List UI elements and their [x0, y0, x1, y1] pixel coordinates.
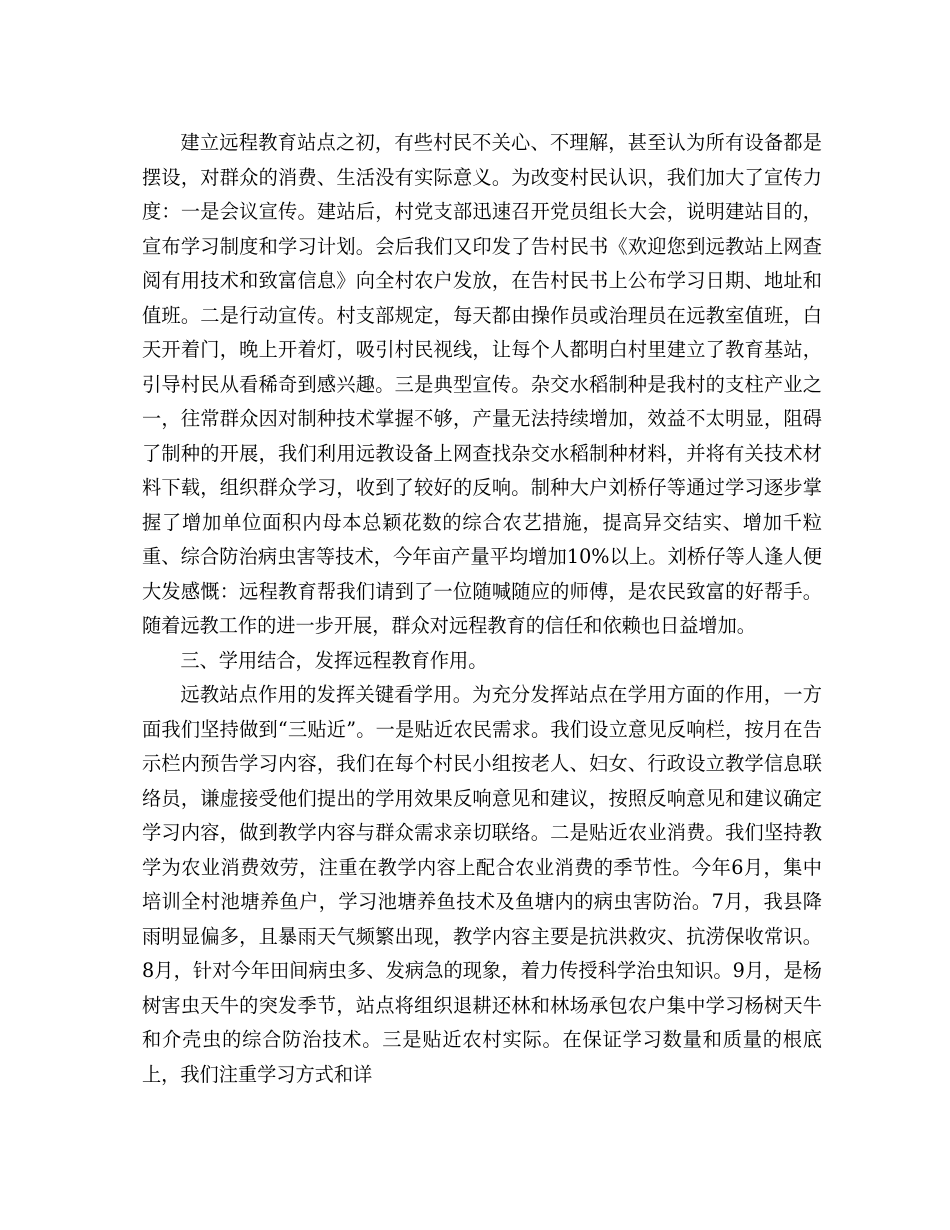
paragraph-three-closeness: 远教站点作用的发挥关键看学用。为充分发挥站点在学用方面的作用，一方面我们坚持做到“三贴近”。一是贴近农民需求。我们设立意见反响栏，按月在告示栏内预告学习内容，我们在每个村民小组按老人、妇女、行政设立教学信息联络员，谦虚接受他们提出的学用效果反响意见和建议，按照反响意见和建议确定学习内容，做到教学内容与群众需求亲切联络。二是贴近农业消费。我们坚持教学为农业消费效劳，注重在教学内容上配合农业消费的季节性。今年6月，集中培训全村池塘养鱼户，学习池塘养鱼技术及鱼塘内的病虫害防治。7月，我县降雨明显偏多，且暴雨天气频繁出现，教学内容主要是抗洪救灾、抗涝保收常识。8月，针对今年田间病虫多、发病急的现象，着力传授科学治虫知识。9月，是杨树害虫天牛的突发季节，站点将组织退耕还林和林场承包农户集中学习杨树天牛和介壳虫的综合防治技术。三是贴近农村实际。在保证学习数量和质量的根底上，我们注重学习方式和详 — [142, 683, 822, 1086]
paragraph-publicity: 建立远程教育站点之初，有些村民不关心、不理解，甚至认为所有设备都是摆设，对群众的消费、生活没有实际意义。为改变村民认识，我们加大了宣传力度：一是会议宣传。建站后，村党支部迅速召开党员组长大会，说明建站目的，宣布学习制度和学习计划。会后我们又印发了告村民书《欢迎您到远教站上网查阅有用技术和致富信息》向全村农户发放，在告村民书上公布学习日期、地址和值班。二是行动宣传。村支部规定，每天都由操作员或治理员在远教室值班，白天开着门，晚上开着灯，吸引村民视线，让每个人都明白村里建立了教育基站，引导村民从看稀奇到感兴趣。三是典型宣传。杂交水稻制种是我村的支柱产业之一，往常群众因对制种技术掌握不够，产量无法持续增加，效益不太明显，阻碍了制种的开展，我们利用远教设备上网查找杂交水稻制种材料，并将有关技术材料下载，组织群众学习，收到了较好的反响。制种大户刘桥仔等通过学习逐步掌握了增加单位面积内母本总颖花数的综合农艺措施，提高异交结实、增加千粒重、综合防治病虫害等技术，今年亩产量平均增加10%以上。刘桥仔等人逢人便大发感慨：远程教育帮我们请到了一位随喊随应的师傅，是农民致富的好帮手。随着远教工作的进一步开展，群众对远程教育的信任和依赖也日益增加。 — [142, 131, 822, 637]
section-heading-study-application: 三、学用结合，发挥远程教育作用。 — [180, 648, 488, 672]
document-body — [142, 126, 822, 1092]
